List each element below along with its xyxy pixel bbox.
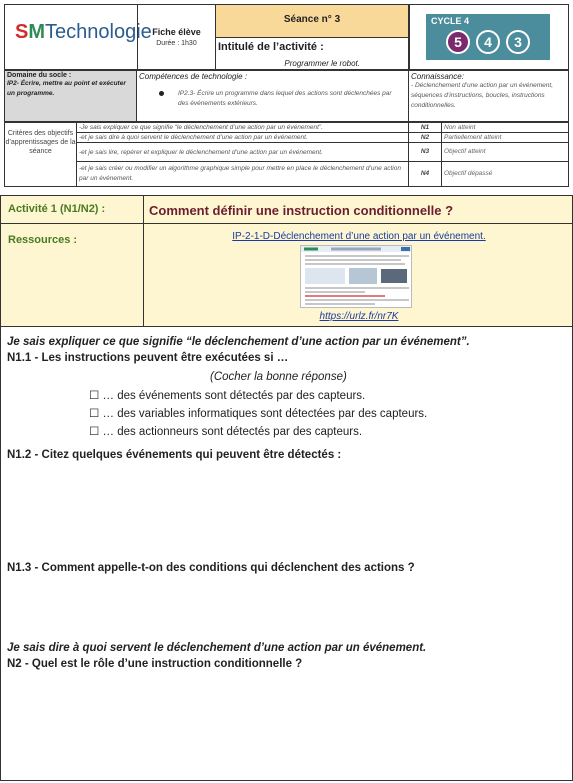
cycle-level-3: 3	[506, 30, 530, 54]
logo: SMTechnologie	[15, 21, 152, 43]
connaissance-text: - Déclenchement d’une action par un événement, séquences d’instructions, boucles, instructions conditionnelles.	[411, 82, 554, 109]
intitule-value: Programmer le robot.	[284, 59, 360, 68]
ressource-link[interactable]: IP-2-1-D-Déclenchement d’une action par un événement.	[232, 231, 486, 242]
choice-2[interactable]: ☐ … des variables informatiques sont détectées par des capteurs.	[89, 408, 428, 420]
activite-row	[0, 195, 573, 224]
domaine-cell	[4, 70, 137, 122]
cocher-instruction: (Cocher la bonne réponse)	[210, 371, 347, 383]
domaine-title: Domaine du socle :	[7, 72, 72, 79]
connaissance-title: Connaissance:	[411, 72, 464, 81]
level-code-n3: N3	[408, 142, 442, 162]
cycle-level-4: 4	[476, 30, 500, 54]
criteres-label: Critères des objectifs d’apprentissages de la séance	[4, 122, 77, 187]
level-label-n3: Objectif atteint	[441, 142, 569, 162]
logo-box	[4, 4, 152, 70]
question-n2: N2 - Quel est le rôle d’une instruction conditionnelle ?	[7, 658, 303, 670]
question-n1-2: N1.2 - Citez quelques événements qui peuvent être détectés :	[7, 449, 342, 461]
activite-label-cell	[1, 196, 144, 223]
intitule-label: Intitulé de l’activité :	[218, 41, 324, 53]
level-label-n4: Objectif dépassé	[441, 161, 569, 187]
fiche-title: Fiche élève	[152, 27, 201, 37]
level-code-n2: N2	[408, 132, 442, 143]
question-n1-1: N1.1 - Les instructions peuvent être exécutées si …	[7, 352, 289, 364]
intitule-box	[215, 37, 409, 70]
choice-1[interactable]: ☐ … des événements sont détectés par des capteurs.	[89, 390, 366, 402]
ressource-url[interactable]: https://urlz.fr/nr7K	[319, 311, 399, 322]
competences-cell	[136, 70, 409, 122]
connaissance-cell	[408, 70, 569, 122]
critere-row-4: -et je sais créer ou modifier un algorithme graphique simple pour mettre en place le déclenchement d’une action par un événement.	[76, 161, 409, 187]
fiche-box	[137, 4, 216, 70]
bullet-icon	[159, 91, 164, 96]
critere-row-3: -et je sais lire, repérer et expliquer le déclenchement d’une action par un événement.	[76, 142, 409, 162]
duree: Durée : 1h30	[156, 40, 197, 47]
resource-thumbnail[interactable]	[300, 245, 412, 308]
activite-title: Comment définir une instruction conditionnelle ?	[149, 203, 454, 218]
competences-text: IP2.3- Écrire un programme dans lequel des actions sont déclenchées par des événements extérieurs.	[178, 90, 392, 107]
ressources-row	[0, 223, 573, 327]
critere-row-2: -et je sais dire à quoi servent le déclenchement d’une action par un événement.	[76, 132, 409, 143]
level-label-n2: Partiellement atteint	[441, 132, 569, 143]
competences-title: Compétences de technologie :	[139, 72, 248, 81]
intro-n1: Je sais expliquer ce que signifie “le déclenchement d’une action par un événement”.	[7, 336, 470, 348]
level-code-n1: N1	[408, 122, 442, 133]
activite-label: Activité 1 (N1/N2) :	[8, 203, 106, 215]
cycle-level-5: 5	[446, 30, 470, 54]
ressources-label-cell	[1, 224, 144, 326]
seance-box	[215, 4, 409, 38]
intro-n2: Je sais dire à quoi servent le déclenchement d’une action par un événement.	[7, 642, 427, 654]
ressources-label: Ressources :	[8, 234, 78, 246]
level-label-n1: Non atteint	[441, 122, 569, 133]
domaine-text: IP2- Écrire, mettre au point et exécuter un programme.	[7, 80, 126, 97]
choice-3[interactable]: ☐ … des actionneurs sont détectés par des capteurs.	[89, 426, 363, 438]
level-code-n4: N4	[408, 161, 442, 187]
cycle-box	[409, 4, 569, 70]
questions-area	[0, 326, 573, 781]
cycle-label: CYCLE 4	[431, 16, 470, 26]
document-preview-icon	[301, 246, 412, 308]
cycle-badge	[426, 14, 550, 60]
question-n1-3: N1.3 - Comment appelle-t-on des conditions qui déclenchent des actions ?	[7, 562, 415, 574]
seance-title: Séance n° 3	[283, 14, 341, 25]
critere-row-1: -Je sais expliquer ce que signifie “le déclenchement d’une action par un événement”.	[76, 122, 409, 133]
